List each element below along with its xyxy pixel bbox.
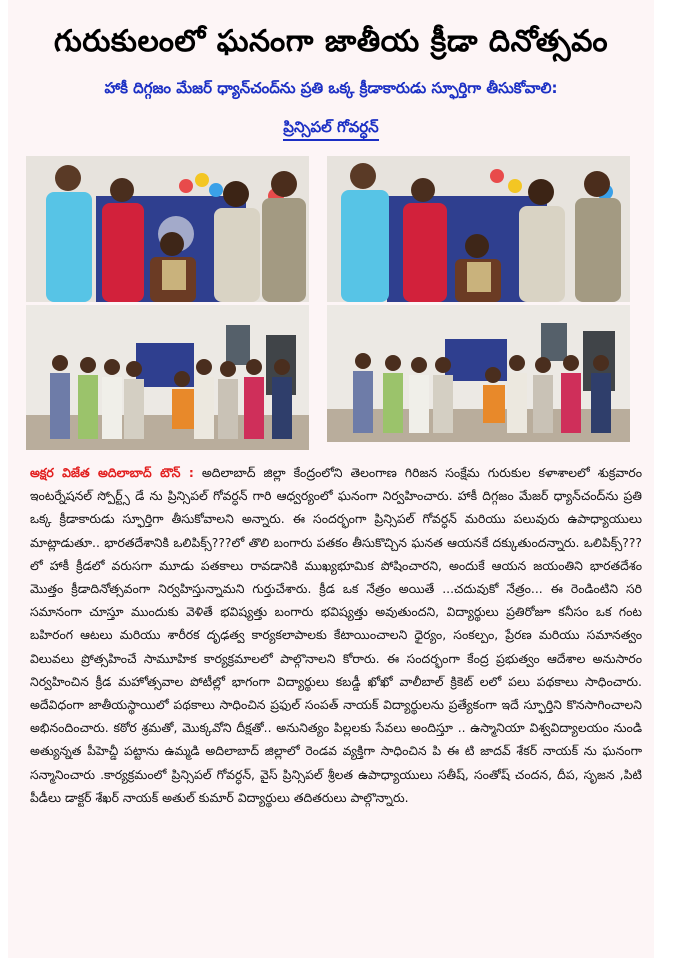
event-photo-award-closeup-1 [26, 156, 309, 302]
event-photo-group-2 [327, 305, 630, 442]
byline-text: ప్రిన్సిపల్ గోవర్ధన్ [283, 118, 378, 141]
article-byline [8, 118, 654, 140]
article-body [30, 461, 642, 809]
article-dateline: అక్షర విజేత అదిలాబాద్ టౌన్ : [30, 465, 194, 480]
article-body-text: అదిలాబాద్ జిల్లా కేంద్రంలోని తెలంగాణ గిరిజన సంక్షేమ గురుకుల కళాశాలలో శుక్రవారం ఇంటర్నేషనల్ స్పోర్ట్స్ డే ను ప్రిన్సిపల్ గోవర్ధన్ గారి ఆధ్వర్యంలో ఘనంగా నిర్వహించారు. హాకీ దిగ్గజం మేజర్ ధ్యాన్‌చంద్‌ను ప్రతి ఒక్క క్రీడాకారుడు స్ఫూర్తిగా తీసుకోవాలని అన్నారు. ఈ సందర్భంగా ప్రిన్సిపల్ గోవర్ధన్ మరియు పలువురు ఉపాధ్యాయులు మాట్లాడుతూ.. భారతదేశానికి ఒలిపిక్స్???లో తొలి బంగారు పతకం తీసుకొచ్చిన ఘనత ఆయనకే దక్కుతుందన్నారు. ఒలిపిక్స్???లో హాకీ క్రీడలో వరుసగా మూడు పతకాలు రావడానికి ముఖ్యభూమిక పోషించారని, అందుకే ఆయన జయంతిని భారతదేశం మొత్తం క్రీడాదినోత్సవంగా నిర్వహిస్తున్నామని గుర్తుచేశారు. క్రీడ ఒక నేత్రం అయితే ...చదువుకో నేత్రం... ఈ రెండింటిని సరి సమానంగా చూస్తూ ముందుకు వెళితే భవిష్యత్తు బంగారు భవిష్యత్తు అవుతుందని, విద్యార్థులు ప్రతిరోజూ కనీసం ఒక గంట బహిరంగ ఆటలు మరియు శారీరక దృఢత్వ కార్యకలాపాలకు కేటాయించాలని ధైర్యం, సంకల్పం, ప్రేరణ మరియు సమానత్వం విలువలు ప్రోత్సహించే సామూహిక కార్యక్రమాలలో పాల్గొనాలని కోరారు. ఈ సందర్భంగా కేంద్ర ప్రభుత్వం ఆదేశాల అనుసారం నిర్వహించిన క్రీడ మహోత్సవాల పోటీల్లో భాగంగా విద్యార్థులు కబడ్డీ ఖోఖో వాలీబాల్ క్రికెట్ లలో పలు పథకాలు సాధించారు. అదేవిధంగా జాతీయస్థాయిలో పథకాలు సాధించిన ప్రఫుల్ సంపత్ నాయక్ విద్యార్థులను ప్రత్యేకంగా ఇదే స్ఫూర్తిని కొనసాగించాలని అభినందించారు. కఠోర శ్రమతో, మొక్కవోని దీక్షతో.. అనునిత్యం పిల్లలకు సేవలు అందిస్తూ .. ఉస్మానియా విశ్వవిద్యాలయం నుండి అత్యున్నత పీహెచ్డీ పట్టాను ఉమ్మడి అదిలాబాద్ జిల్లాలో రెండవ వ్యక్తిగా సాధించిన పి ఈ టి జాదవ్ శేకర్ నాయక్ ను ఘనంగా సన్మానించారు .కార్యక్రమంలో ప్రిన్సిపల్ గోవర్ధన్, వైస్ ప్రిన్సిపల్ శ్రీలత ఉపాధ్యాయులు సతీష్, సంతోష్ చందన, దీప, సృజన ,పిటి పీడీలు డాక్టర్ శేఖర్ నాయక్ అతుల్ కుమార్ విద్యార్థులు తదితరులు పాల్గొన్నారు. [30, 465, 642, 805]
newspaper-clipping [8, 0, 654, 958]
event-photo-award-closeup-2 [327, 156, 630, 302]
event-photo-group-1 [26, 305, 309, 450]
article-headline: గురుకులంలో ఘనంగా జాతీయ క్రీడా దినోత్సవం [53, 24, 609, 59]
article-subheadline: హాకీ దిగ్గజం మేజర్ ధ్యాన్‌చంద్‌ను ప్రతి ఒక్క క్రీడాకారుడు స్ఫూర్తిగా తీసుకోవాలి: [104, 79, 558, 97]
cropped-previous-text [48, 0, 608, 6]
